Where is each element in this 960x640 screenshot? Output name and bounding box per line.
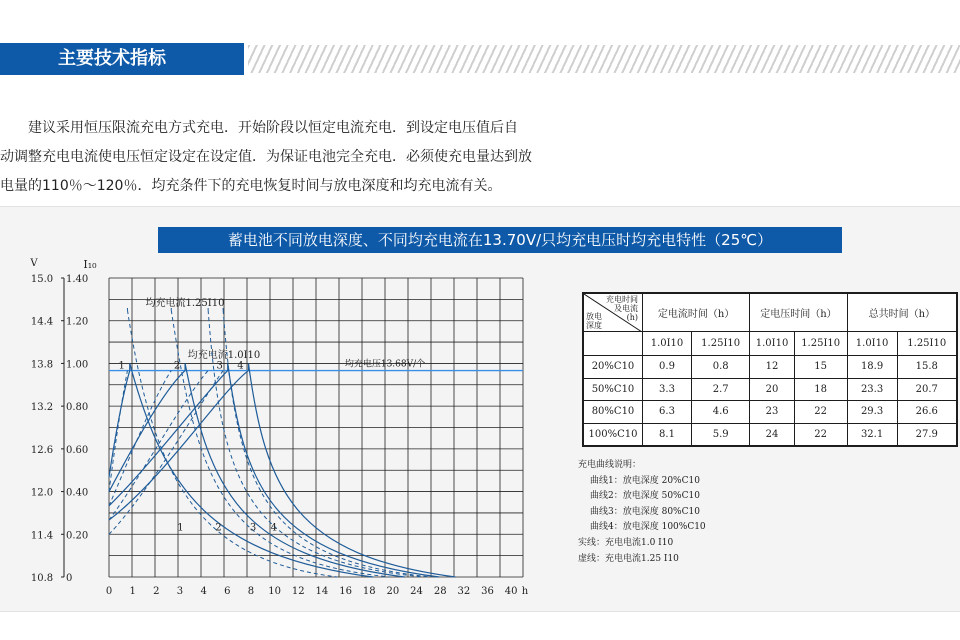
value-cell: 24	[750, 423, 794, 446]
curve-number-label: 1	[118, 360, 125, 372]
group-header: 总共时间（h）	[847, 294, 956, 332]
value-cell: 29.3	[847, 401, 897, 424]
notes-solid: 实线：充电电流1.0 I10	[578, 537, 674, 548]
x-tick: 20	[386, 586, 400, 597]
y-tick-voltage: 14.4	[30, 316, 54, 328]
value-cell: 27.9	[897, 423, 956, 446]
y-tick-voltage: 12.0	[30, 487, 54, 499]
subheader-cell: 1.25I10	[692, 332, 750, 356]
x-tick: 1	[129, 586, 136, 597]
depth-cell: 20%C10	[584, 356, 643, 379]
notes-item: 曲线4：放电深度 100%C10	[590, 522, 706, 533]
y-tick-current: 1.40	[66, 274, 89, 285]
notes-item: 曲线1：放电深度 20%C10	[590, 475, 700, 486]
group-header: 定电压时间（h）	[750, 294, 847, 332]
y-tick-voltage: 15.0	[30, 274, 54, 285]
notes-heading: 充电曲线说明：	[578, 460, 642, 470]
subheader-cell: 1.0I10	[847, 332, 897, 356]
chart-title: 蓄电池不同放电深度、不同均充电流在13.70V/只均充电压时均充电特性（25℃）	[158, 227, 842, 253]
x-tick: 2	[153, 586, 160, 597]
corner-left2: 深度	[586, 321, 602, 330]
curve-number-label: 3	[249, 522, 257, 534]
x-tick: 36	[481, 586, 494, 597]
notes-dashed: 虚线：充电电流1.25 I10	[578, 553, 679, 564]
value-cell: 2.7	[692, 378, 750, 401]
y-tick-voltage: 10.8	[30, 573, 54, 584]
value-cell: 23	[750, 401, 794, 424]
value-cell: 18.9	[847, 356, 897, 379]
subheader-cell: 1.0I10	[750, 332, 794, 356]
charging-time-table	[582, 292, 958, 447]
corner-left1: 放电	[586, 312, 602, 321]
y-tick-current: 1.20	[66, 316, 89, 328]
table-corner-cell	[584, 294, 643, 332]
curve-number-label: 2	[215, 522, 222, 534]
y-tick-current: 0.40	[66, 487, 89, 499]
x-tick: 16	[339, 586, 352, 597]
value-cell: 18	[794, 378, 847, 401]
value-cell: 22	[794, 423, 847, 446]
intro-line: 电量的110％～120％．均充条件下的充电恢复时间与放电深度和均充电流有关。	[0, 178, 502, 194]
voltage-curve-solid	[109, 371, 130, 478]
x-tick: 24	[410, 586, 423, 597]
subheader-cell: 1.25I10	[897, 332, 956, 356]
value-cell: 32.1	[847, 423, 897, 446]
value-cell: 3.3	[643, 378, 692, 401]
annotation-current-125: 均充电流1.25I10	[145, 298, 225, 309]
voltage-curve-dashed	[109, 371, 171, 506]
y-tick-current: 0.80	[66, 402, 89, 414]
value-cell: 0.9	[643, 356, 692, 379]
y-tick-voltage: 11.4	[30, 530, 54, 542]
y-tick-voltage: 13.8	[30, 359, 54, 371]
value-cell: 5.9	[692, 423, 750, 446]
value-cell: 8.1	[643, 423, 692, 446]
section-title: 主要技术指标	[0, 43, 244, 75]
x-tick: 40	[504, 586, 518, 597]
depth-cell: 80%C10	[584, 401, 643, 424]
y-tick-current: 0.60	[66, 444, 89, 456]
value-cell: 15	[794, 356, 847, 379]
curve-number-label: 4	[237, 360, 244, 372]
x-axis-label: h	[521, 586, 529, 597]
curve-legend-notes	[578, 458, 706, 567]
value-cell: 0.8	[692, 356, 750, 379]
y-tick-current: 0	[66, 573, 73, 584]
value-cell: 12	[750, 356, 794, 379]
x-tick: 4	[200, 586, 207, 597]
value-cell: 6.3	[643, 401, 692, 424]
corner-mid: 及电流	[614, 304, 638, 313]
intro-line: 动调整充电电流使电压恒定设定在设定值．为保证电池完全充电．必须使充电量达到放	[0, 149, 532, 165]
curve-number-label: 4	[270, 522, 278, 534]
notes-item: 曲线2：放电深度 50%C10	[590, 491, 700, 502]
annotation-current-10: 均充电流1.0I10	[187, 350, 261, 361]
x-tick: 18	[362, 586, 376, 597]
table-row	[584, 401, 957, 424]
y-axis-label-current: I₁₀	[83, 258, 97, 271]
value-cell: 15.8	[897, 356, 956, 379]
y-axis-label-voltage: V	[30, 258, 38, 269]
curve-number-label: 1	[177, 522, 184, 534]
x-tick: 12	[291, 586, 305, 597]
x-tick: 0	[105, 586, 113, 597]
x-tick: 14	[315, 586, 329, 597]
curve-number-label: 2	[173, 360, 181, 372]
notes-item: 曲线3：放电深度 80%C10	[590, 506, 700, 517]
y-tick-voltage: 12.6	[30, 444, 54, 456]
x-tick: 8	[247, 586, 255, 597]
curve-number-label: 3	[216, 360, 223, 372]
x-tick: 28	[433, 586, 447, 597]
value-cell: 23.3	[847, 378, 897, 401]
y-tick-current: 0.20	[66, 530, 89, 542]
value-cell: 20.7	[897, 378, 956, 401]
value-cell: 26.6	[897, 401, 956, 424]
subheader-cell: 1.0I10	[643, 332, 692, 356]
value-cell: 4.6	[692, 401, 750, 424]
annotation-voltage-limit: 均充电压13.68V/个	[344, 359, 426, 370]
table-row	[584, 378, 957, 401]
intro-line: 建议采用恒压限流充电方式充电．开始阶段以恒定电流充电．到设定电压值后自	[0, 120, 518, 136]
corner-top: 充电时间	[606, 295, 638, 304]
x-tick: 3	[176, 586, 184, 597]
x-tick: 32	[457, 586, 471, 597]
depth-cell: 100%C10	[584, 423, 643, 446]
x-tick: 10	[268, 586, 281, 597]
y-tick-voltage: 13.2	[30, 402, 54, 414]
x-tick: 6	[224, 586, 231, 597]
depth-cell: 50%C10	[584, 378, 643, 401]
table-row	[584, 423, 957, 446]
table-empty-cell	[584, 332, 643, 356]
value-cell: 22	[794, 401, 847, 424]
y-tick-current: 1.00	[66, 359, 89, 371]
corner-unit: (h)	[626, 313, 638, 322]
table-row	[584, 356, 957, 379]
subheader-cell: 1.25I10	[794, 332, 847, 356]
group-header: 定电流时间（h）	[643, 294, 750, 332]
value-cell: 20	[750, 378, 794, 401]
